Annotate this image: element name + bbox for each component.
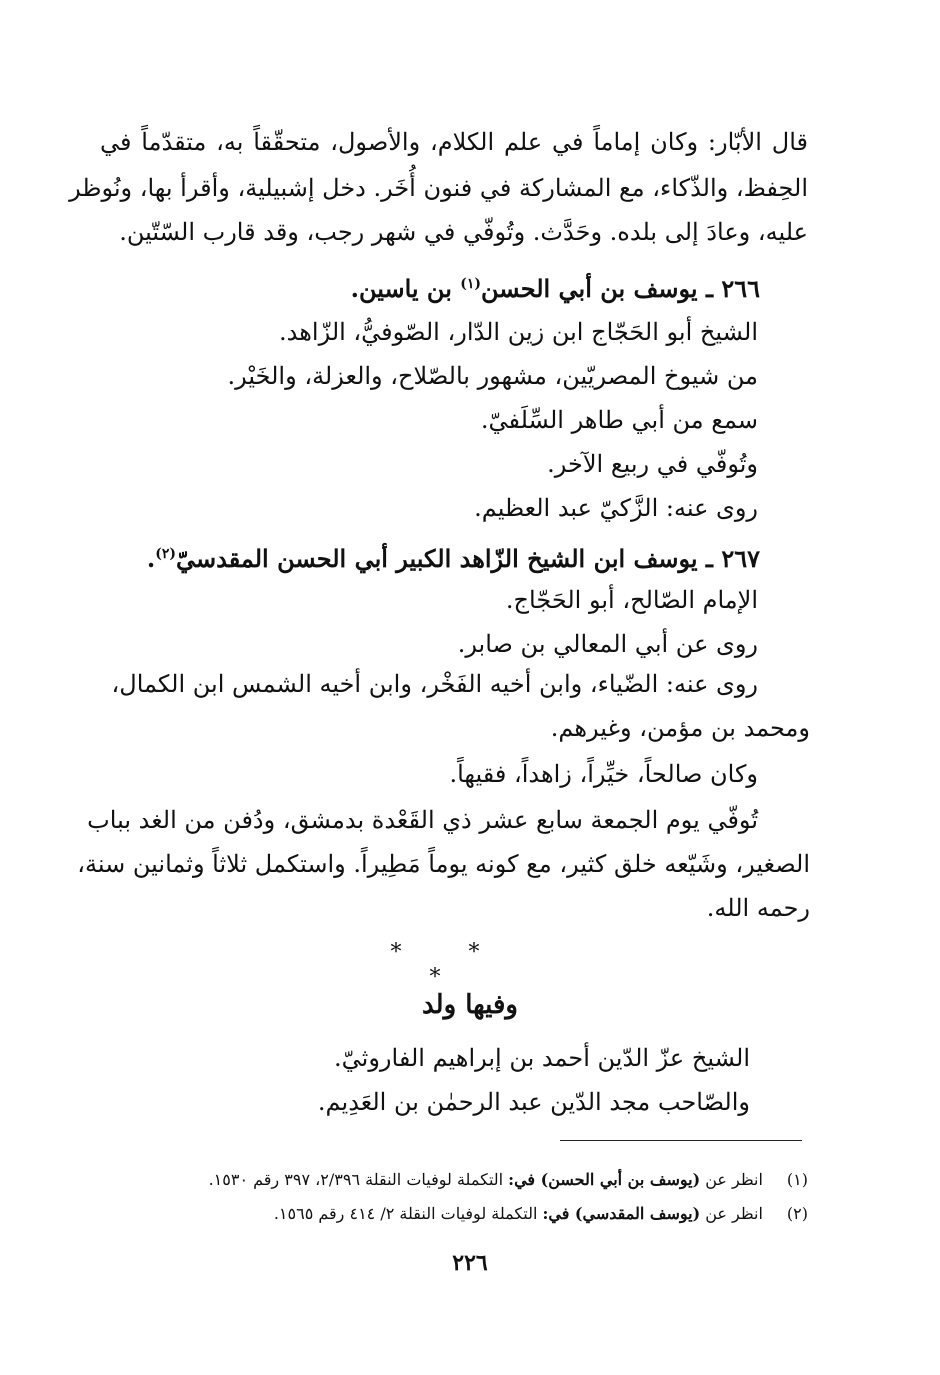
section-line: والصّاحب مجد الدّين عبد الرحمٰن بن العَدِيم.: [317, 1088, 750, 1116]
entry-line: من شيوخ المصريّين، مشهور بالصّلاح، والعزلة، والخَيْر.: [227, 362, 758, 390]
footnote-ref[interactable]: (١): [460, 276, 482, 292]
entry-line: الصغير، وشَيّعه خلق كثير، مع كونه يوماً مَطِيراً. واستكمل ثلاثاً وثمانين سنة،: [77, 850, 810, 878]
entry-line: روى عنه: الضّياء، وابن أخيه الفَخْر، وابن أخيه الشمس ابن الكمال،: [111, 670, 758, 698]
entry-title-tail: .: [146, 544, 156, 573]
section-separator: * * *: [390, 940, 510, 990]
section-line: الشيخ عزّ الدّين أحمد بن إبراهيم الفاروثيّ.: [334, 1044, 750, 1072]
entry-line: رحمه الله.: [706, 894, 810, 922]
entry-title-266: [351, 262, 760, 311]
entry-line: روى عنه: الزَّكيّ عبد العظيم.: [474, 494, 758, 522]
entry-line: وكان صالحاً، خيِّراً، زاهداً، فقيهاً.: [449, 760, 758, 788]
footnote-divider: [560, 1140, 802, 1141]
entry-line: سمع من أبي طاهر السِّلَفيّ.: [480, 406, 758, 434]
entry-line: الشيخ أبو الحَجّاج ابن زين الدّار، الصّوفيُّ، الزّاهد.: [279, 318, 758, 346]
footnote-text: التكملة لوفيات النقلة ٢/ ٤١٤ رقم ١٥٦٥.: [273, 1204, 543, 1223]
paragraph-line: الحِفظ، والذّكاء، مع المشاركة في فنون أُخَر. دخل إشبيلية، وأقرأ بها، ونُوظر: [69, 174, 808, 202]
entry-line: ومحمد بن مؤمن، وغيرهم.: [550, 714, 810, 742]
entry-title-text: ٢٦٦ ـ يوسف بن أبي الحسن: [481, 274, 760, 303]
footnote-number: (٢): [786, 1204, 808, 1223]
footnote-lead: انظر عن: [705, 1170, 763, 1189]
footnote-number: (١): [786, 1170, 808, 1189]
footnote-lead: انظر عن: [705, 1204, 763, 1223]
paragraph-line: قال الأبّار: وكان إماماً في علم الكلام، والأصول، متحقّقاً به، متقدّماً في: [100, 128, 808, 156]
footnote-source: (يوسف بن أبي الحسن) في:: [508, 1170, 701, 1189]
page-number: ٢٢٦: [452, 1250, 488, 1276]
footnote-text: التكملة لوفيات النقلة ٢/٣٩٦، ٣٩٧ رقم ١٥٣٠.: [208, 1170, 509, 1189]
section-heading: وفيها ولد: [422, 990, 518, 1020]
entry-line: وتُوفّي في ربيع الآخر.: [547, 450, 758, 478]
paragraph-line: عليه، وعادَ إلى بلده. وحَدَّث. وتُوفّي في شهر رجب، وقد قارب السّتّين.: [119, 218, 808, 246]
footnote-ref[interactable]: (٢): [155, 546, 176, 562]
footnote-source: (يوسف المقدسي) في:: [542, 1204, 701, 1223]
entry-title-tail: بن ياسين.: [350, 274, 461, 303]
entry-title-267: [147, 532, 760, 581]
entry-title-text: ٢٦٧ ـ يوسف ابن الشيخ الزّاهد الكبير أبي الحسن المقدسيّ: [176, 544, 760, 573]
entry-line: الإمام الصّالح، أبو الحَجّاج.: [505, 586, 758, 614]
footnote-2: [274, 1200, 808, 1228]
entry-line: تُوفّي يوم الجمعة سابع عشر ذي القَعْدة بدمشق، ودُفن من الغد بباب: [87, 806, 758, 834]
footnote-1: [209, 1166, 808, 1194]
entry-line: روى عن أبي المعالي بن صابر.: [457, 630, 758, 658]
